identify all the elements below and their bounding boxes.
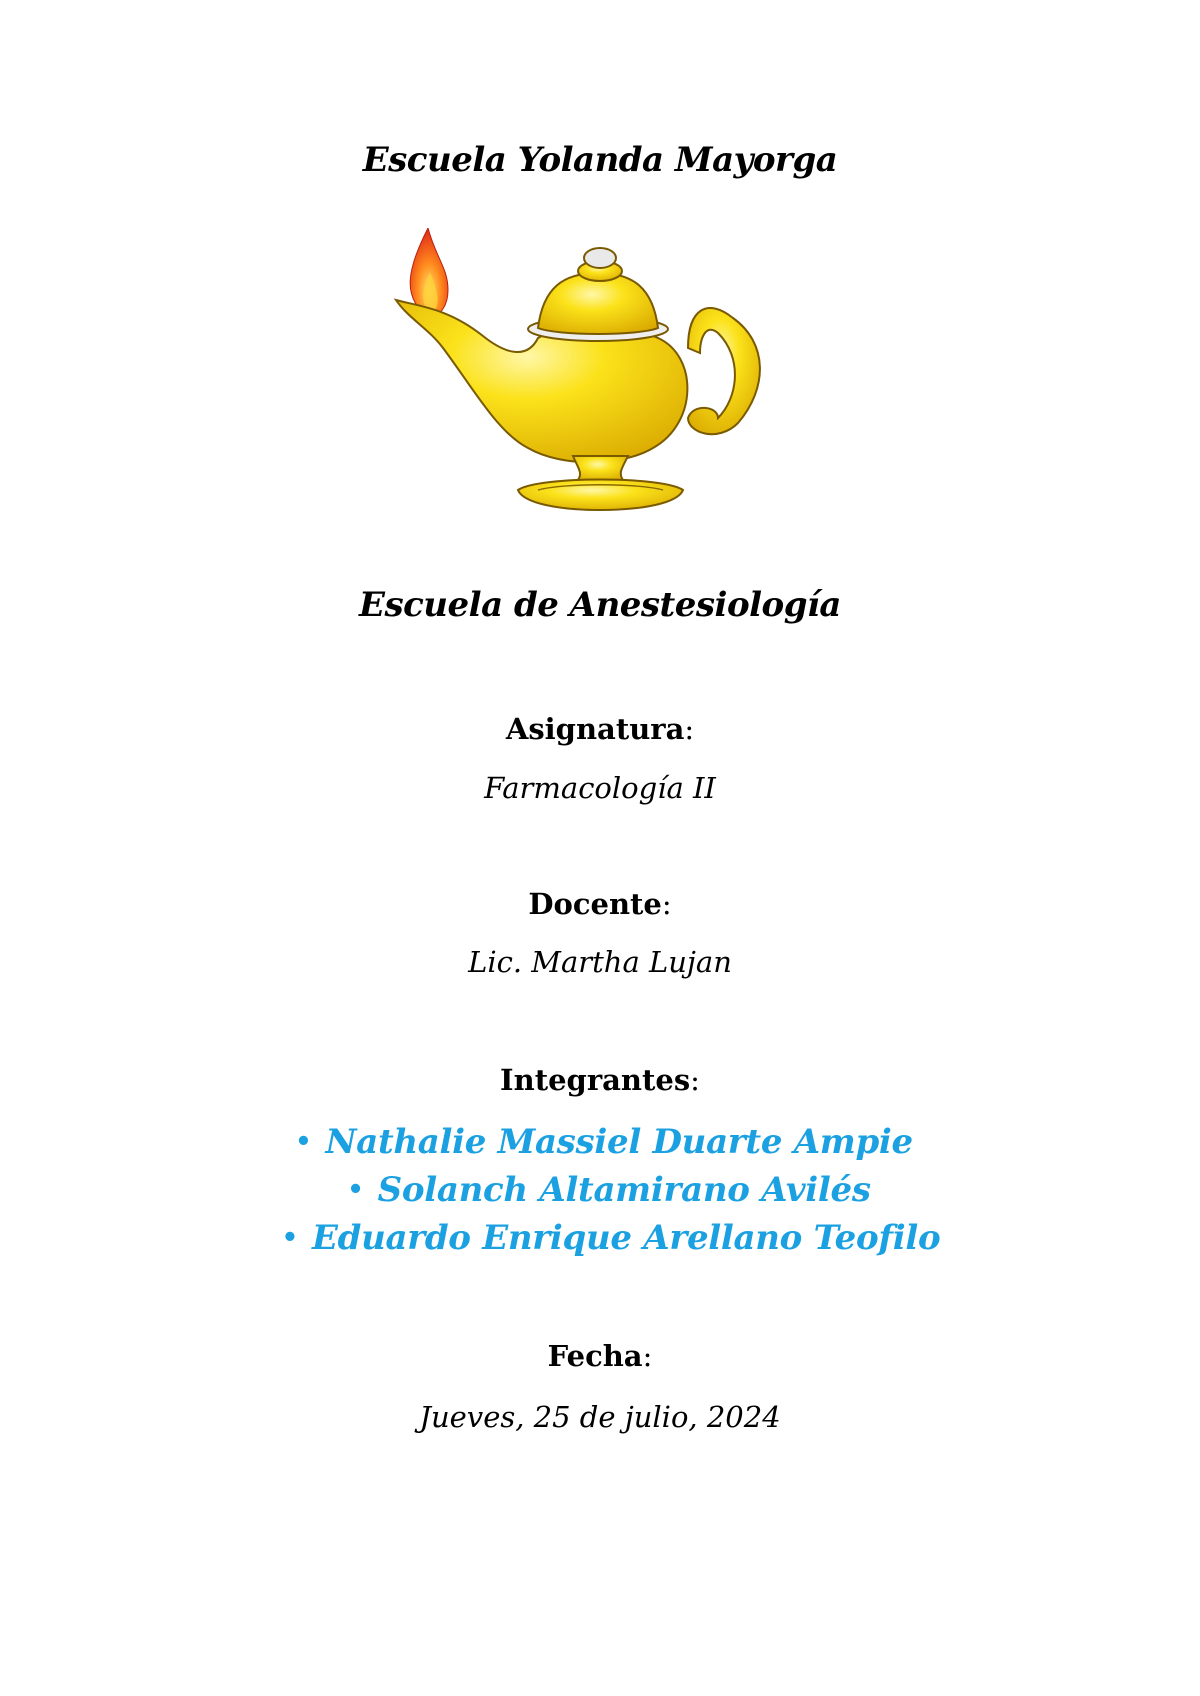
- date-label-text: Fecha: [547, 1339, 643, 1373]
- list-item: [0, 1166, 1200, 1214]
- subject-label: [0, 712, 1200, 746]
- date-value: Jueves, 25 de julio, 2024: [419, 1400, 781, 1434]
- colon: :: [690, 1063, 700, 1097]
- colon: :: [661, 887, 672, 921]
- colon: :: [684, 712, 695, 746]
- list-item: [0, 1118, 1200, 1166]
- bullet-icon: •: [295, 1127, 312, 1157]
- teacher-label: [0, 887, 1200, 921]
- colon: :: [642, 1339, 653, 1373]
- members-list: [0, 1118, 1200, 1262]
- member-name: Solanch Altamirano Avilés: [377, 1170, 871, 1210]
- member-name: Eduardo Enrique Arellano Teofilo: [311, 1218, 941, 1258]
- subject-value: Farmacología II: [484, 771, 716, 805]
- members-label: [0, 1063, 1200, 1097]
- teacher-label-text: Docente: [528, 887, 662, 921]
- date-label: [0, 1339, 1200, 1373]
- institution-title: Escuela Yolanda Mayorga: [362, 140, 838, 180]
- bullet-icon: •: [281, 1223, 298, 1253]
- member-name: Nathalie Massiel Duarte Ampie: [325, 1122, 913, 1162]
- school-title: Escuela de Anestesiología: [359, 585, 841, 625]
- bullet-icon: •: [347, 1175, 364, 1205]
- subject-label-text: Asignatura: [505, 712, 685, 746]
- list-item: [0, 1214, 1200, 1262]
- teacher-value: Lic. Martha Lujan: [468, 945, 732, 979]
- members-label-text: Integrantes: [500, 1063, 691, 1097]
- oil-lamp-icon: [388, 228, 812, 528]
